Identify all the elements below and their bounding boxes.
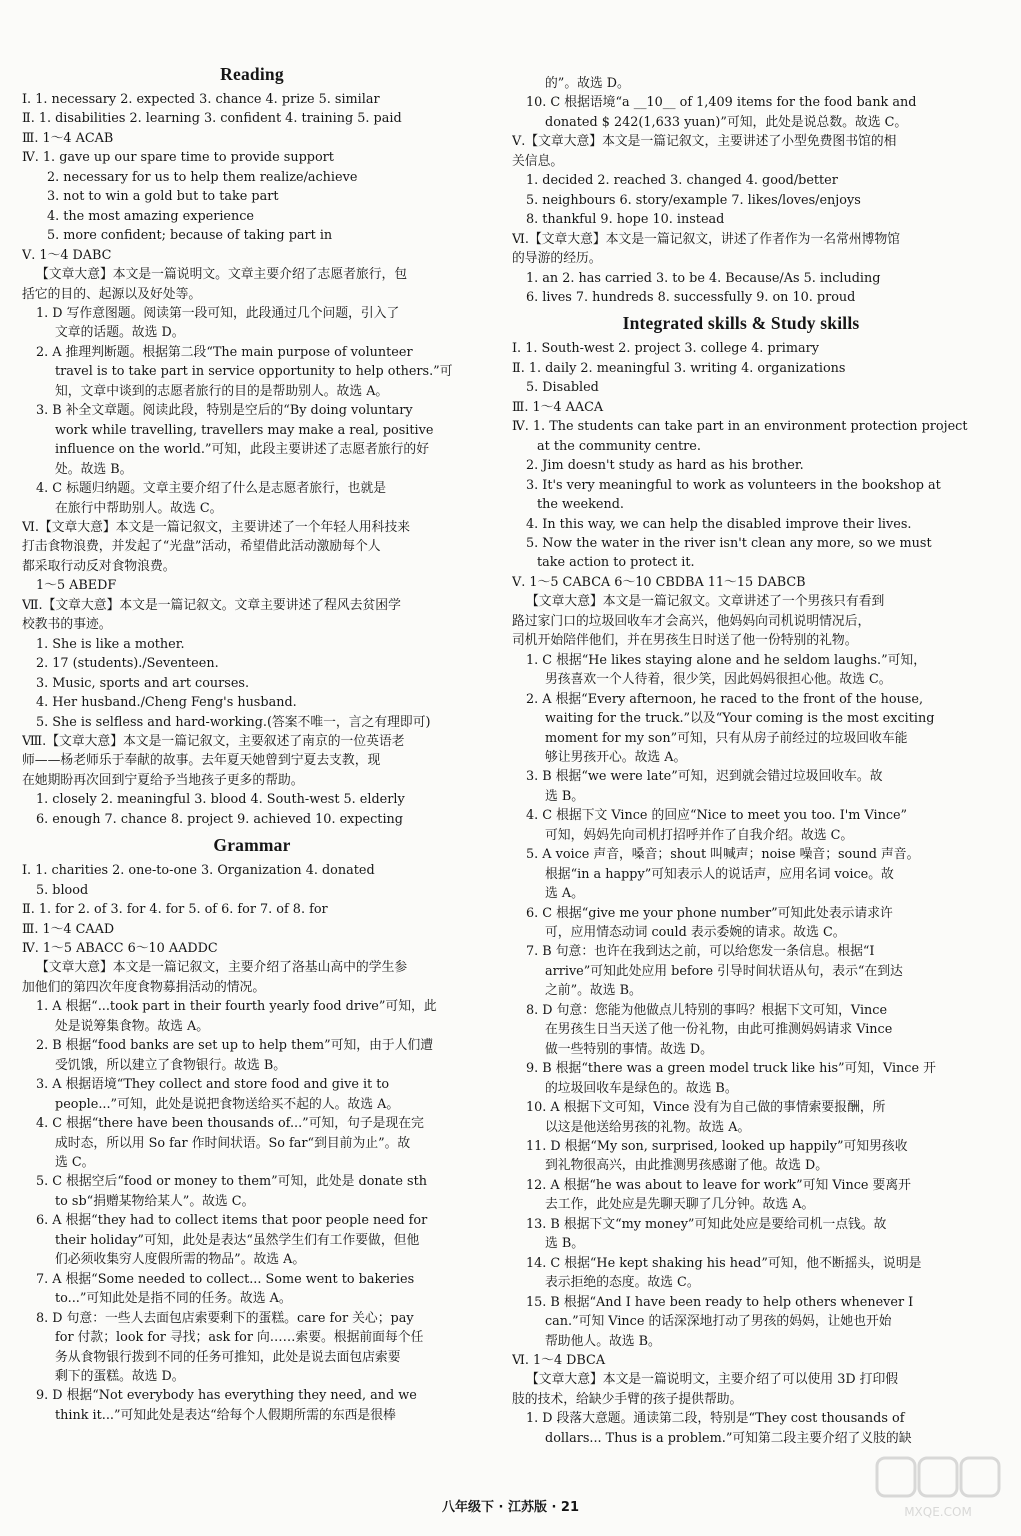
text-line: 2. B 根据“food banks are set up to help them”可知，由于人们遭 [36, 1038, 434, 1054]
text-line: moment for my son”可知，只有从房子前经过的垃圾回收车能 [545, 730, 908, 746]
text-line: can.”可知 Vince 的话深深地打动了男孩的妈妈，让她也开始 [545, 1314, 892, 1330]
text-line: 1. C 根据“He likes staying alone and he seldom laughs.”可知， [526, 652, 927, 668]
text-line: 1. She is like a mother. [36, 636, 185, 652]
text-line: 10. A 根据下文可知，Vince 没有为自己做的事情索要报酬，所 [526, 1100, 886, 1116]
text-line: Ⅱ. 1. for 2. of 3. for 4. for 5. of 6. for 7. of 8. for [22, 902, 328, 918]
text-line: 之前”。故选 B。 [545, 983, 642, 999]
text-line: 师——杨老师乐于奉献的故事。去年夏天她曾到宁夏去支教，现 [22, 753, 381, 769]
text-line: 的导游的经历。 [512, 251, 602, 267]
text-line: 4. C 标题归纳题。文章主要介绍了什么是志愿者旅行，也就是 [36, 481, 387, 497]
text-line: 表示拒绝的态度。故选 C。 [545, 1275, 700, 1291]
text-line: 【文章大意】本文是一篇记叙文。文章讲述了一个男孩只有看到 [526, 594, 885, 610]
text-line: Ⅴ.【文章大意】本文是一篇记叙文，主要讲述了小型免费图书馆的相 [512, 134, 897, 150]
text-line: 【文章大意】本文是一篇说明文，主要介绍了可以使用 3D 打印假 [526, 1372, 899, 1388]
text-line: 7. A 根据“Some needed to collect... Some went to bakeries [36, 1271, 415, 1287]
text-line: 1. closely 2. meaningful 3. blood 4. South-west 5. elderly [36, 792, 405, 808]
text-line: Ⅱ. 1. disabilities 2. learning 3. confident 4. training 5. paid [22, 111, 402, 127]
text-line: 4. In this way, we can help the disabled improve their lives. [526, 516, 912, 532]
text-line: 路过家门口的垃圾回收车才会高兴，他妈妈向司机说明情况后， [512, 613, 871, 629]
text-line: Ⅵ. 1～4 DBCA [512, 1353, 606, 1368]
text-line: 男孩喜欢一个人待着，很少笑，因此妈妈很担心他。故选 C。 [545, 672, 892, 688]
text-line: Ⅵ.【文章大意】本文是一篇记叙文，讲述了作者作为一名常州博物馆 [512, 231, 901, 247]
text-line: to...”可知此处是指不同的任务。故选 A。 [55, 1291, 292, 1307]
section-title: Reading [220, 64, 284, 84]
text-line: 校教书的事迹。 [22, 617, 112, 633]
text-line: Ⅳ. 1～5 ABACC 6～10 AADDC [22, 941, 218, 957]
text-line: 处是说筹集食物。故选 A。 [55, 1018, 210, 1034]
text-line: 4. C 根据“there have been thousands of...”可知，句子是现在完 [36, 1116, 424, 1132]
text-line: 可知，妈妈先向司机打招呼并作了自我介绍。故选 C。 [545, 827, 854, 843]
text-line: 加他们的第四次年度食物募捐活动的情况。 [22, 979, 266, 995]
text-line: 帮助他人。故选 B。 [545, 1333, 661, 1349]
text-line: 知，文章中谈到的志愿者旅行的目的是帮助别人。故选 A。 [55, 383, 389, 399]
text-line: 6. A 根据“they had to collect items that poor people need for [36, 1213, 428, 1229]
text-line: Ⅲ. 1～4 ACAB [22, 130, 114, 146]
text-line: for 付款；look for 寻找；ask for 向……索要。根据前面每个任 [55, 1330, 424, 1346]
text-line: 4. Her husband./Cheng Feng's husband. [36, 695, 297, 711]
text-line: 1. A 根据“...took part in their fourth yearly food drive”可知，此 [36, 999, 437, 1015]
text-line: Ⅵ.【文章大意】本文是一篇记叙文，主要讲述了一个年轻人用科技来 [22, 519, 411, 535]
text-line: 9. D 根据“Not everybody has everything they need, and we [36, 1388, 417, 1404]
text-line: 9. B 根据“there was a green model truck like his”可知，Vince 开 [526, 1061, 936, 1077]
text-line: 成时态，所以用 So far 作时间状语。So far“到目前为止”。故 [55, 1135, 411, 1151]
text-line: 8. D 句意：一些人去面包店索要剩下的蛋糕。care for 关心；pay [36, 1310, 414, 1326]
text-line: 【文章大意】本文是一篇说明文。文章主要介绍了志愿者旅行，包 [36, 267, 408, 283]
left-column [22, 58, 482, 1425]
text-line: Ⅲ. 1～4 CAAD [22, 921, 115, 937]
text-line: 选 A。 [545, 886, 584, 902]
text-line: 8. thankful 9. hope 10. instead [526, 212, 725, 228]
text-line: 根据“in a happy”可知表示人的说话声，应用名词 voice。故 [545, 866, 894, 882]
text-line: 2. necessary for us to help them realize/achieve [47, 169, 358, 185]
text-line: take action to protect it. [537, 555, 695, 571]
text-line: 1. D 写作意图题。阅读第一段可知，此段通过几个问题，引入了 [36, 305, 400, 321]
text-line: Ⅰ. 1. South-west 2. project 3. college 4. primary [512, 341, 819, 357]
text-line: Ⅶ.【文章大意】本文是一篇记叙文。文章主要讲述了程风去贫困学 [22, 597, 401, 613]
text-line: 5. A voice 声音，嗓音；shout 叫喊声；noise 噪音；sound 声音。 [526, 847, 920, 863]
text-line: 3. Music, sports and art courses. [36, 675, 250, 691]
text-line: Ⅴ. 1～4 DABC [22, 247, 112, 263]
text-line: 5. She is selfless and hard-working.(答案不唯一，言之有理即可) [36, 714, 431, 730]
text-line: 8. D 句意：您能为他做点儿特别的事吗？根据下文可知，Vince [526, 1002, 888, 1018]
text-line: 肢的技术，给缺少手臂的孩子提供帮助。 [512, 1391, 743, 1407]
text-line: 剩下的蛋糕。故选 D。 [55, 1369, 185, 1384]
text-line: 务从食物银行拨到不同的任务可推知，此处是说去面包店索要 [55, 1349, 401, 1365]
text-line: 选 B。 [545, 788, 585, 804]
text-line: 2. A 推理判断题。根据第二段“The main purpose of volunteer [36, 344, 413, 360]
text-line: 10. C 根据语境“a __10__ of 1,409 items for the food bank and [526, 95, 917, 111]
text-line: 4. the most amazing experience [47, 208, 254, 224]
text-line: 可，应用情态动词 could 表示委婉的请求。故选 C。 [545, 925, 846, 941]
section-title: Integrated skills & Study skills [622, 313, 860, 334]
text-line: their holiday”可知，此处是表达“虽然学生们有工作要做，但他 [55, 1232, 420, 1248]
text-line: Ⅳ. 1. gave up our spare time to provide support [22, 150, 334, 166]
text-line: 15. B 根据“And I have been ready to help others whenever I [526, 1294, 914, 1310]
text-line: 14. C 根据“He kept shaking his head”可知，他不断摇头，说明是 [526, 1255, 922, 1271]
text-line: 3. B 补全文章题。阅读此段，特别是空后的“By doing voluntary [36, 403, 413, 419]
text-line: Ⅱ. 1. daily 2. meaningful 3. writing 4. organizations [512, 360, 846, 376]
text-line: think it...”可知此处是表达“给每个人假期所需的东西是很棒 [55, 1407, 396, 1423]
text-line: travel is to take part in service opportunity to help others.”可 [55, 364, 453, 380]
text-line: 6. lives 7. hundreds 8. successfully 9. on 10. proud [526, 289, 856, 305]
text-line: 1～5 ABEDF [36, 578, 117, 594]
text-line: 受饥饿，所以建立了食物银行。故选 B。 [55, 1057, 287, 1073]
text-line: 1. an 2. has carried 3. to be 4. Because/As 5. including [526, 270, 881, 286]
watermark-logo [873, 1452, 1003, 1522]
text-line: 6. C 根据“give me your phone number”可知此处表示请求许 [526, 905, 893, 921]
text-line: influence on the world.”可知，此段主要讲述了志愿者旅行的好 [55, 442, 429, 458]
text-line: 打击食物浪费，并发起了“光盘”活动，希望借此活动激励每个人 [22, 539, 381, 555]
text-line: 都采取行动反对食物浪费。 [22, 558, 176, 574]
text-line: 关信息。 [512, 153, 564, 169]
text-line: waiting for the truck.”以及“Your coming is the most exciting [545, 711, 935, 727]
text-line: 6. enough 7. chance 8. project 9. achieved 10. expecting [36, 811, 403, 827]
text-line: 11. D 根据“My son, surprised, looked up happily”可知男孩收 [526, 1139, 908, 1155]
text-line: 2. A 根据“Every afternoon, he raced to the front of the house, [526, 691, 924, 707]
text-line: 括它的目的、起源以及好处等。 [22, 286, 202, 302]
text-line: 文章的话题。故选 D。 [55, 325, 185, 341]
text-line: Ⅲ. 1～4 AACA [512, 399, 604, 415]
text-line: 以这是他送给男孩的礼物。故选 A。 [545, 1119, 751, 1135]
text-line: 5. Now the water in the river isn't clean any more, so we must [526, 535, 932, 551]
text-line: Ⅷ.【文章大意】本文是一篇记叙文，主要叙述了南京的一位英语老 [22, 733, 405, 749]
text-line: 选 C。 [55, 1155, 95, 1171]
text-line: 5. neighbours 6. story/example 7. likes/loves/enjoys [526, 192, 861, 208]
text-line: 5. C 根据空后“food or money to them”可知，此处是 donate sth [36, 1174, 428, 1190]
text-line: 3. not to win a gold but to take part [47, 189, 279, 205]
text-line: arrive”可知此处应用 before 引导时间状语从句，表示“在到达 [545, 963, 903, 979]
text-line: 2. 17 (students)./Seventeen. [36, 656, 219, 672]
text-line: 到礼物很高兴，由此推测男孩感谢了他。故选 D。 [545, 1158, 829, 1174]
text-line: 司机开始陪伴他们，并在男孩生日时送了他一份特别的礼物。 [512, 633, 858, 649]
text-line: 5. more confident; because of taking part in [47, 228, 333, 244]
text-line: 13. B 根据下文“my money”可知此处应是要给司机一点钱。故 [526, 1216, 887, 1232]
text-line: 7. B 句意：也许在我到达之前，可以给您发一条信息。根据“I [526, 944, 875, 960]
text-line: donated $ 242(1,633 yuan)”可知，此处是说总数。故选 C。 [545, 114, 908, 130]
text-line: Ⅳ. 1. The students can take part in an environment protection project [512, 419, 968, 435]
text-line: Ⅰ. 1. charities 2. one-to-one 3. Organization 4. donated [22, 863, 375, 879]
text-line: 的垃圾回收车是绿色的。故选 B。 [545, 1080, 738, 1096]
text-line: 的”。故选 D。 [545, 76, 630, 91]
text-line: work while travelling, travellers may make a real, positive [55, 422, 434, 438]
section-title: Grammar [213, 835, 291, 856]
text-line: 选 B。 [545, 1236, 585, 1252]
text-line: 【文章大意】本文是一篇记叙文，主要介绍了洛基山高中的学生参 [36, 960, 408, 976]
text-line: Ⅰ. 1. necessary 2. expected 3. chance 4. prize 5. similar [22, 92, 380, 107]
text-line: 去工作，此处应是先聊天聊了几分钟。故选 A。 [545, 1197, 815, 1213]
text-line: 1. D 段落大意题。通读第二段，特别是“They cost thousands of [526, 1411, 905, 1427]
text-line: 处。故选 B。 [55, 461, 133, 477]
text-line: 3. B 根据“we were late”可知，迟到就会错过垃圾回收车。故 [526, 769, 883, 785]
text-line: the weekend. [537, 497, 624, 513]
text-line: dollars... Thus is a problem.”可知第二段主要介绍了义肢的缺 [545, 1430, 912, 1446]
right-column [512, 74, 970, 1448]
text-line: 3. It's very meaningful to work as volunteers in the bookshop at [526, 477, 941, 493]
page-footer: 八年级下 · 江苏版 · 21 [441, 1500, 580, 1515]
text-line: 够让男孩开心。故选 A。 [545, 749, 687, 765]
text-line: 5. Disabled [526, 380, 599, 396]
svg-text:MXQE.COM: MXQE.COM [904, 1505, 972, 1519]
text-line: 在男孩生日当天送了他一份礼物，由此可推测妈妈请求 Vince [545, 1022, 893, 1038]
text-line: 2. Jim doesn't study as hard as his brother. [526, 458, 804, 474]
text-line: 在她期盼再次回到宁夏给予当地孩子更多的帮助。 [22, 772, 304, 788]
text-line: 3. A 根据语境“They collect and store food and give it to [36, 1077, 390, 1093]
text-line: 在旅行中帮助别人。故选 C。 [55, 500, 223, 516]
text-line: at the community centre. [537, 438, 701, 454]
text-line: to sb“捐赠某物给某人”。故选 C。 [55, 1193, 255, 1209]
text-line: 4. C 根据下文 Vince 的回应“Nice to meet you too. I'm Vince” [526, 808, 908, 824]
text-line: 做一些特别的事情。故选 D。 [545, 1041, 713, 1057]
text-line: Ⅴ. 1～5 CABCA 6～10 CBDBA 11～15 DABCB [512, 574, 806, 590]
text-line: 们必须收集穷人度假所需的物品”。故选 A。 [55, 1252, 306, 1268]
text-line: 1. decided 2. reached 3. changed 4. good/better [526, 173, 838, 189]
text-line: 5. blood [36, 882, 89, 898]
text-line: people...”可知，此处是说把食物送给买不起的人。故选 A。 [55, 1096, 400, 1112]
text-line: 12. A 根据“he was about to leave for work”可知 Vince 要离开 [526, 1177, 911, 1193]
